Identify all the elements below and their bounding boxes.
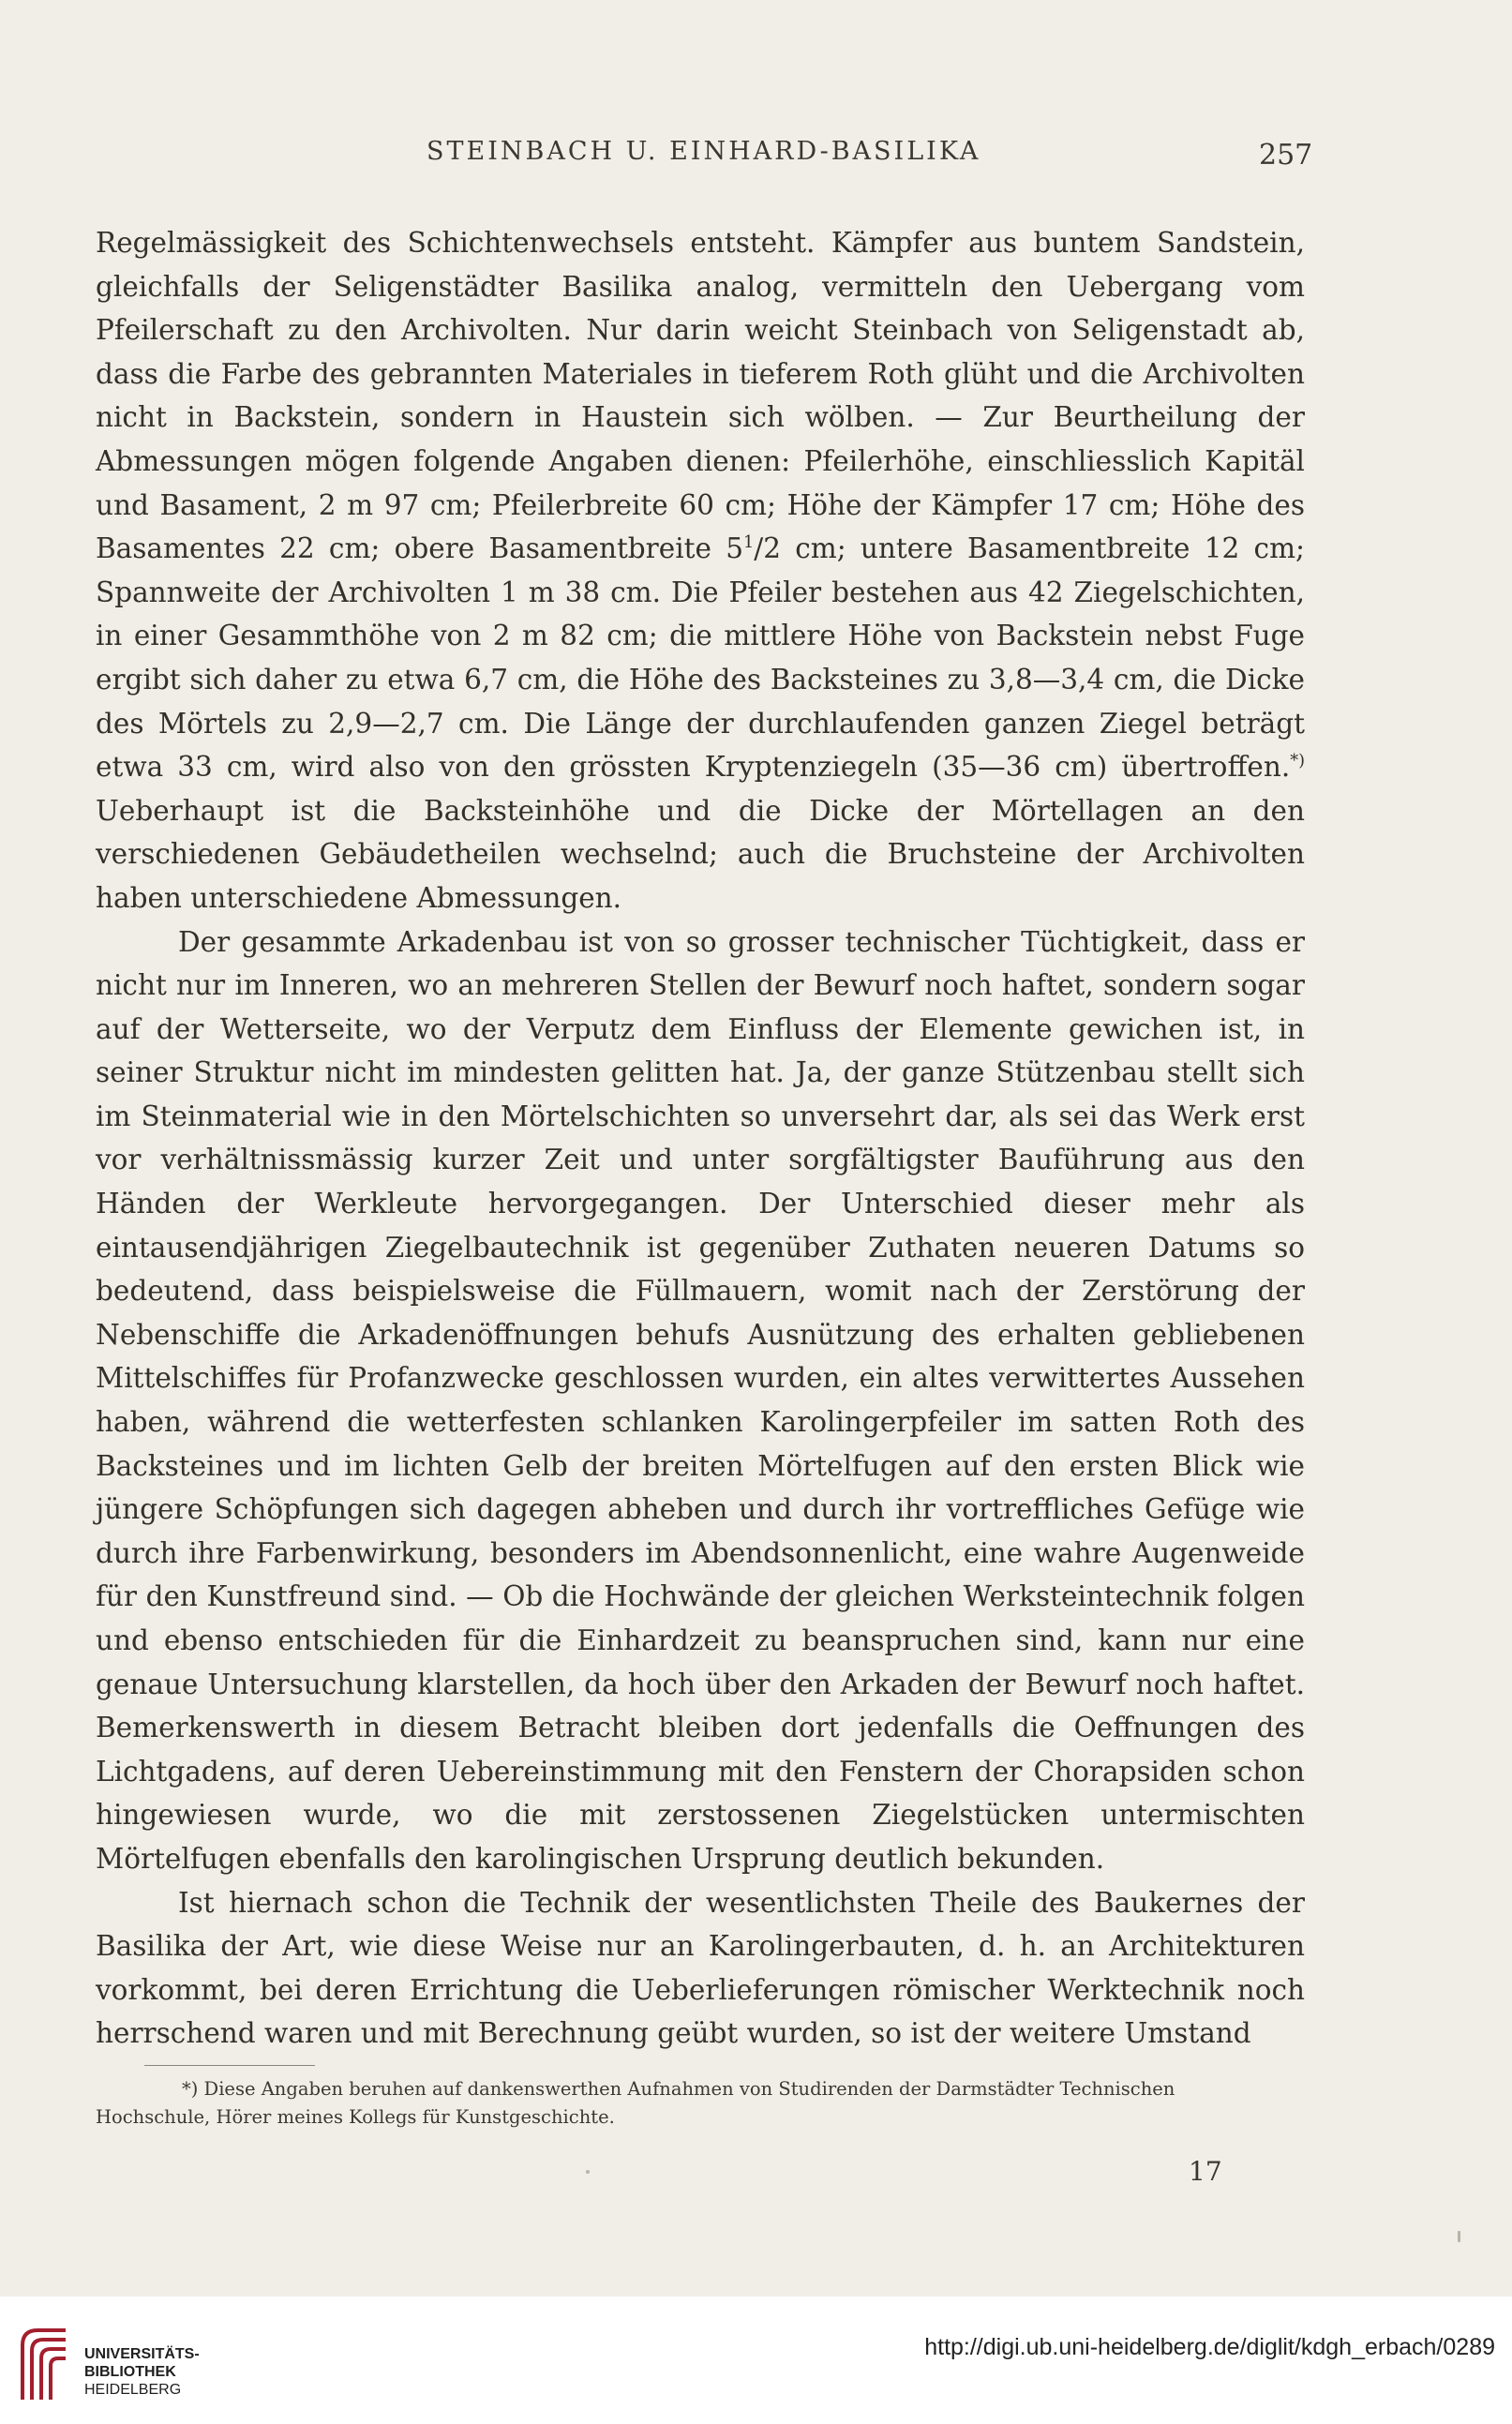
signature-mark: 17 xyxy=(1189,2156,1222,2187)
running-title: STEINBACH U. EINHARD-BASILIKA xyxy=(427,137,981,166)
logo-line-2: BIBLIOTHEK xyxy=(84,2364,176,2380)
paragraph-2: Der gesammte Arkadenbau ist von so grosser technischer Tüchtigkeit, dass er nicht nur im Inneren, wo an mehreren Stellen der Bewurf noch haftet, sondern sogar auf der Wetterseite, wo der Verputz dem Einfluss der Elemente gewichen ist, in seiner Struktur nicht im mindesten gelitten hat. Ja, der ganze Stützenbau stellt sich im Steinmaterial wie in den Mörtelschichten so unversehrt dar, als sei das Werk erst vor verhältnissmässig kurzer Zeit und unter sorgfältigster Bauführung aus den Händen der Werkleute hervorgegangen. Der Unterschied dieser mehr als eintausendjährigen Ziegelbautechnik ist gegenüber Zuthaten neueren Datums so bedeutend, dass beispielsweise die Füllmauern, womit nach der Zerstörung der Nebenschiffe die Arkadenöffnungen behufs Ausnützung des erhalten gebliebenen Mittelschiffes für Profanzwecke geschlossen wurden, ein altes verwittertes Aussehen haben, während die wetterfesten schlanken Karolingerpfeiler im satten Roth des Backsteines und im lichten Gelb der breiten Mörtelfugen auf den ersten Blick wie jüngere Schöpfungen sich dagegen abheben und durch ihr vortreffliches Gefüge wie durch ihre Farbenwirkung, besonders im Abendsonnenlicht, eine wahre Augenweide für den Kunstfreund sind. — Ob die Hochwände der gleichen Werksteintechnik folgen und ebenso entschieden für die Einhardzeit zu beanspruchen sind, kann nur eine genaue Untersuchung klarstellen, da hoch über den Arkaden der Bewurf noch haftet. Bemerkenswerth in diesem Betracht bleiben dort jedenfalls die Oeffnungen des Lichtgadens, auf deren Uebereinstimmung mit den Fenstern der Chorapsiden schon hingewiesen wurde, wo die mit zerstossenen Ziegelstücken untermischten Mörtelfugen ebenfalls den karolingischen Ursprung deutlich bekunden. xyxy=(96,925,1305,1875)
library-logo[interactable] xyxy=(13,2321,200,2403)
library-footer xyxy=(0,2297,1512,2424)
fraction-numerator: 1 xyxy=(743,533,755,553)
footnote-line-1: *) Diese Angaben beruhen auf dankenswerthen Aufnahmen von Studirenden der Darmstädter Technischen xyxy=(182,2078,1175,2100)
footnote-reference: *) xyxy=(1290,752,1305,771)
body-text xyxy=(96,221,1305,2056)
page-number: 257 xyxy=(1259,139,1313,172)
paragraph-1-text-c: Ueberhaupt ist die Backsteinhöhe und die Dicke der Mörtellagen an den verschiedenen Gebäudetheilen wechselnd; auch die Bruchsteine der Archivolten haben unterschiedene Abmessungen. xyxy=(96,794,1305,914)
paragraph-1-text-b: /2 cm; untere Basamentbreite 12 cm; Spannweite der Archivolten 1 m 38 cm. Die Pfeiler bestehen aus 42 Ziegelschichten, in einer Gesammthöhe von 2 m 82 cm; die mittlere Höhe von Backstein nebst Fuge ergibt sich daher zu etwa 6,7 cm, die Höhe des Backsteines zu 3,8—3,4 cm, die Dicke des Mörtels zu 2,9—2,7 cm. Die Länge der durchlaufenden ganzen Ziegel beträgt etwa 33 cm, wird also von den grössten Kryptenziegeln (35—36 cm) übertroffen. xyxy=(96,532,1305,784)
logo-line-1: UNIVERSITÄTS- xyxy=(84,2346,200,2362)
footnote-rule xyxy=(144,2065,315,2066)
paragraph-3: Ist hiernach schon die Technik der wesentlichsten Theile des Baukernes der Basilika der Art, wie diese Weise nur an Karolingerbauten, d. h. an Architekturen vorkommt, bei deren Errichtung die Ueberlieferungen römischer Werktechnik noch herrschend waren und mit Berechnung geübt wurden, so ist der weitere Umstand xyxy=(96,1886,1305,2050)
library-logo-icon xyxy=(17,2321,71,2402)
paper-speck xyxy=(586,2170,590,2174)
logo-line-3: HEIDELBERG xyxy=(84,2382,182,2398)
running-head xyxy=(0,133,1512,171)
paragraph-1 xyxy=(96,221,1305,920)
paragraph-1-text-a: Regelmässigkeit des Schichtenwechsels entsteht. Kämpfer aus buntem Sandstein, gleichfalls der Seligenstädter Basilika analog, vermitteln den Uebergang vom Pfeilerschaft zu den Archivolten. Nur darin weicht Steinbach von Seligenstadt ab, dass die Farbe des gebrannten Materiales in tieferem Roth glüht und die Archivolten nicht in Backstein, sondern in Haustein sich wölben. — Zur Beurtheilung der Abmessungen mögen folgende Angaben dienen: Pfeilerhöhe, einschliesslich Kapitäl und Basament, 2 m 97 cm; Pfeilerbreite 60 cm; Höhe der Kämpfer 17 cm; Höhe des Basamentes 22 cm; obere Basamentbreite 5 xyxy=(96,227,1305,565)
source-url[interactable]: http://digi.ub.uni-heidelberg.de/diglit/kdgh_erbach/0289 xyxy=(924,2334,1495,2360)
library-logo-text xyxy=(84,2345,200,2399)
paper-speck xyxy=(1458,2231,1460,2242)
footnote-line-2: Hochschule, Hörer meines Kollegs für Kunstgeschichte. xyxy=(96,2106,615,2128)
footnote xyxy=(96,2075,1305,2132)
